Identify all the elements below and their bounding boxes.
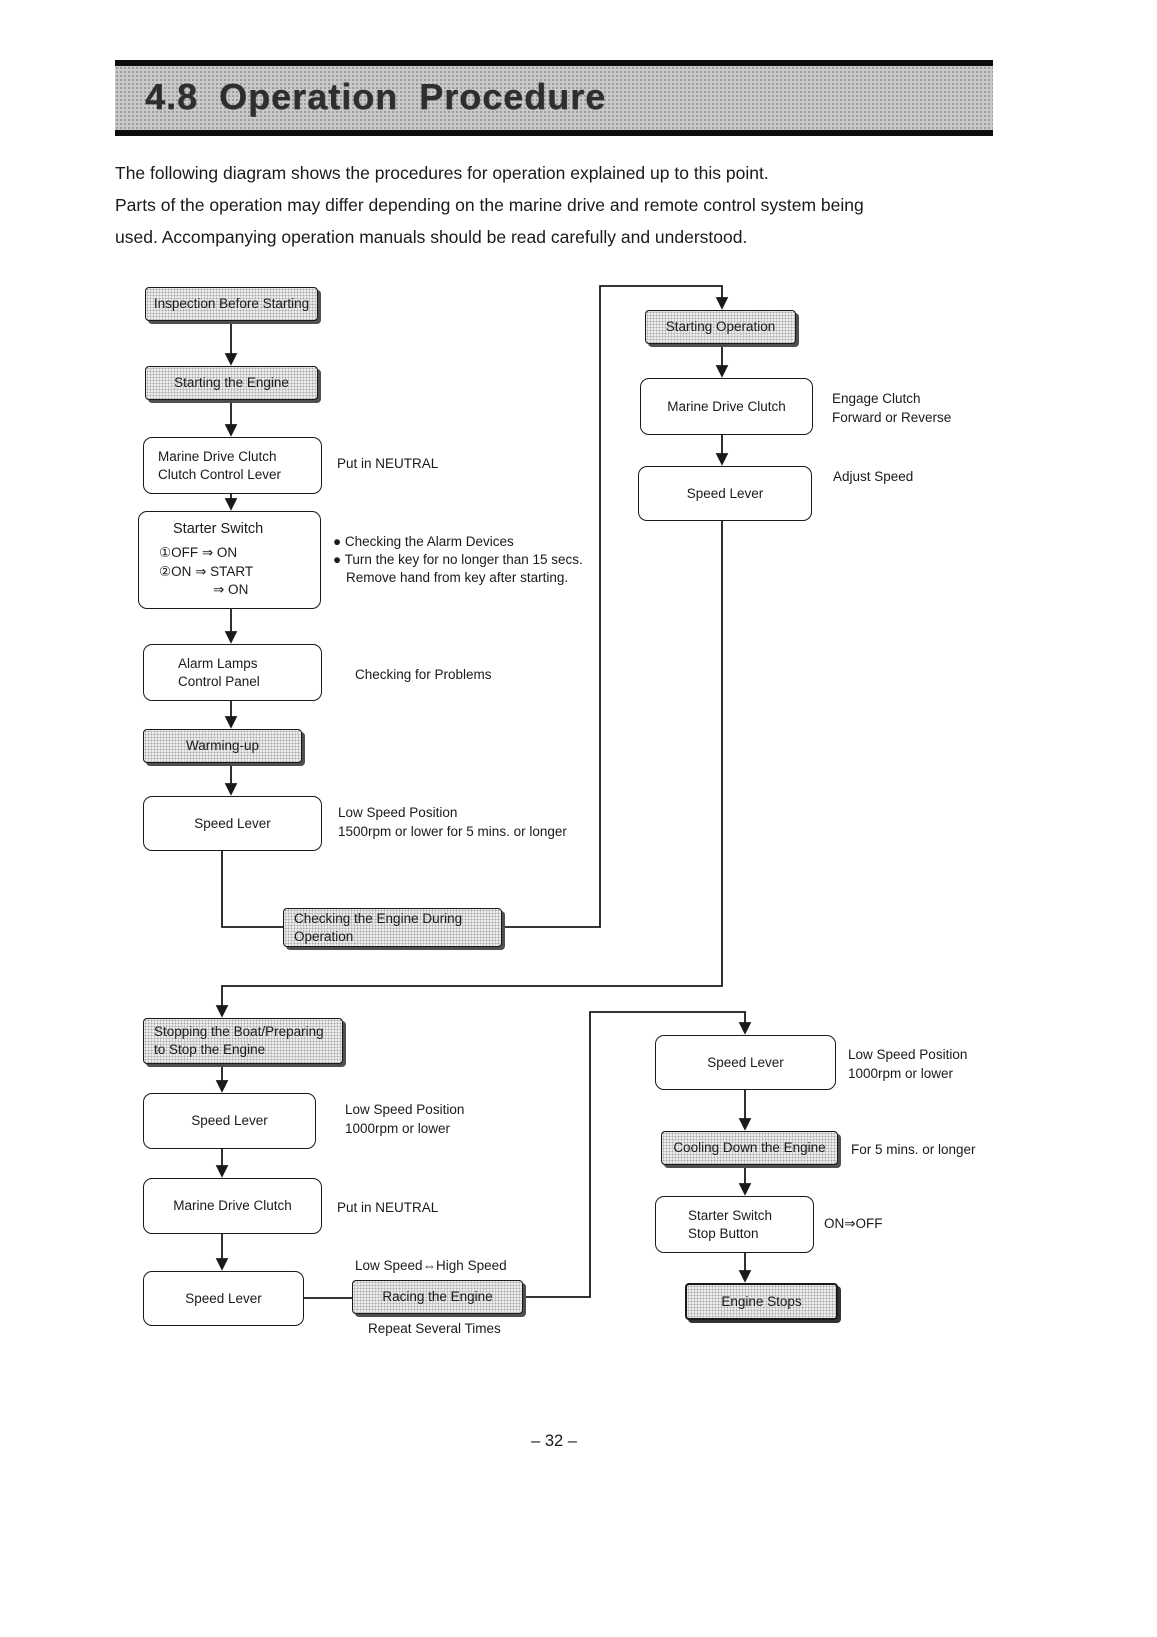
annotation-engage-clutch bbox=[832, 390, 951, 427]
intro-paragraph bbox=[115, 158, 1015, 254]
annotation-line: Low Speed Position bbox=[345, 1102, 465, 1117]
annotation-line: 1000rpm or lower bbox=[345, 1120, 451, 1136]
node-label: Racing the Engine bbox=[382, 1289, 493, 1305]
annotation-put-in-neutral-1: Put in NEUTRAL bbox=[337, 456, 439, 471]
node-checking-engine-during-operation bbox=[283, 908, 502, 947]
node-label: Starting the Engine bbox=[174, 375, 289, 391]
node-starting-the-engine bbox=[145, 366, 318, 400]
node-starter-switch-stop-button bbox=[655, 1196, 814, 1253]
node-starter-switch bbox=[138, 511, 321, 609]
node-label: Stop Button bbox=[688, 1225, 759, 1241]
node-label: Speed Lever bbox=[191, 1113, 268, 1129]
node-label: Marine Drive Clutch bbox=[667, 398, 786, 414]
node-label: Speed Lever bbox=[194, 815, 271, 831]
node-alarm-lamps bbox=[143, 644, 322, 701]
annotation-put-in-neutral-2: Put in NEUTRAL bbox=[337, 1200, 439, 1215]
node-speed-lever-5 bbox=[655, 1035, 836, 1090]
node-step: ⇒ ON bbox=[213, 582, 249, 598]
node-engine-stops bbox=[685, 1283, 838, 1320]
node-label: Inspection Before Starting bbox=[153, 296, 310, 312]
annotation-checking-for-problems: Checking for Problems bbox=[355, 667, 492, 682]
node-marine-drive-clutch-3 bbox=[143, 1178, 322, 1234]
annotation-remove-hand: Remove hand from key after starting. bbox=[346, 570, 569, 585]
node-label: Warming-up bbox=[185, 738, 260, 754]
node-speed-lever-3 bbox=[143, 1093, 316, 1149]
node-label: Starter Switch bbox=[688, 1207, 773, 1223]
node-marine-drive-clutch-1 bbox=[143, 437, 322, 494]
annotation-repeat-several-times: Repeat Several Times bbox=[368, 1321, 501, 1336]
node-label: Speed Lever bbox=[686, 485, 764, 501]
annotation-checking-alarm-devices: ● Checking the Alarm Devices bbox=[333, 534, 514, 549]
node-label: Cooling Down the Engine bbox=[673, 1140, 826, 1156]
node-label: Starting Operation bbox=[665, 319, 776, 335]
annotation-adjust-speed: Adjust Speed bbox=[833, 469, 914, 484]
annotation-line: 1000rpm or lower bbox=[848, 1065, 954, 1081]
node-label: Engine Stops bbox=[721, 1293, 802, 1309]
annotation-low-high-speed: Low Speed⇔High Speed bbox=[355, 1258, 507, 1273]
node-speed-lever-4 bbox=[143, 1271, 304, 1326]
node-speed-lever-2 bbox=[638, 466, 812, 521]
node-warming-up bbox=[143, 729, 302, 763]
annotation-low-speed-2 bbox=[345, 1101, 464, 1138]
node-title: Starter Switch bbox=[173, 521, 264, 538]
node-speed-lever-1 bbox=[143, 796, 322, 851]
node-cooling-down-the-engine bbox=[661, 1131, 838, 1165]
node-label: Marine Drive Clutch bbox=[158, 448, 277, 464]
annotation-for-5-mins: For 5 mins. or longer bbox=[851, 1142, 976, 1157]
annotation-low-speed-1 bbox=[338, 804, 567, 841]
annotation-line: Forward or Reverse bbox=[832, 409, 952, 425]
node-label: Speed Lever bbox=[185, 1290, 262, 1306]
node-marine-drive-clutch-2 bbox=[640, 378, 813, 435]
annotation-turn-key: ● Turn the key for no longer than 15 secs. bbox=[333, 552, 583, 567]
intro-line: The following diagram shows the procedures for operation explained up to this point. bbox=[115, 163, 769, 183]
node-step: ①OFF ⇒ ON bbox=[159, 544, 238, 560]
node-label: Clutch Control Lever bbox=[158, 466, 282, 482]
node-label: Checking the Engine During Operation bbox=[294, 910, 463, 944]
node-label: Speed Lever bbox=[707, 1054, 784, 1070]
node-step: ②ON ⇒ START bbox=[159, 563, 254, 579]
node-label: Marine Drive Clutch bbox=[173, 1198, 292, 1214]
node-inspection-before-starting bbox=[145, 287, 318, 321]
annotation-line: Low Speed Position bbox=[848, 1047, 968, 1062]
node-label: Stopping the Boat/Preparing to Stop the Engine bbox=[154, 1024, 324, 1057]
node-starting-operation bbox=[645, 310, 796, 344]
annotation-low-speed-3 bbox=[848, 1046, 967, 1083]
node-label: Control Panel bbox=[178, 673, 260, 689]
annotation-line: 1500rpm or lower for 5 mins. or longer bbox=[338, 823, 567, 839]
page-number: – 32 – bbox=[531, 1432, 577, 1450]
annotation-line: Low Speed Position bbox=[338, 805, 458, 820]
node-stopping-the-boat bbox=[143, 1018, 343, 1064]
annotation-line: Engage Clutch bbox=[832, 391, 921, 406]
intro-line: used. Accompanying operation manuals should be read carefully and understood. bbox=[115, 226, 748, 247]
node-racing-the-engine bbox=[352, 1280, 523, 1314]
section-title: 4.8 Operation Procedure bbox=[145, 76, 607, 117]
section-header bbox=[115, 60, 993, 136]
annotation-on-off: ON⇒OFF bbox=[824, 1216, 883, 1231]
node-label: Alarm Lamps bbox=[178, 655, 258, 671]
intro-line: Parts of the operation may differ depending on the marine drive and remote control system being bbox=[115, 194, 864, 215]
